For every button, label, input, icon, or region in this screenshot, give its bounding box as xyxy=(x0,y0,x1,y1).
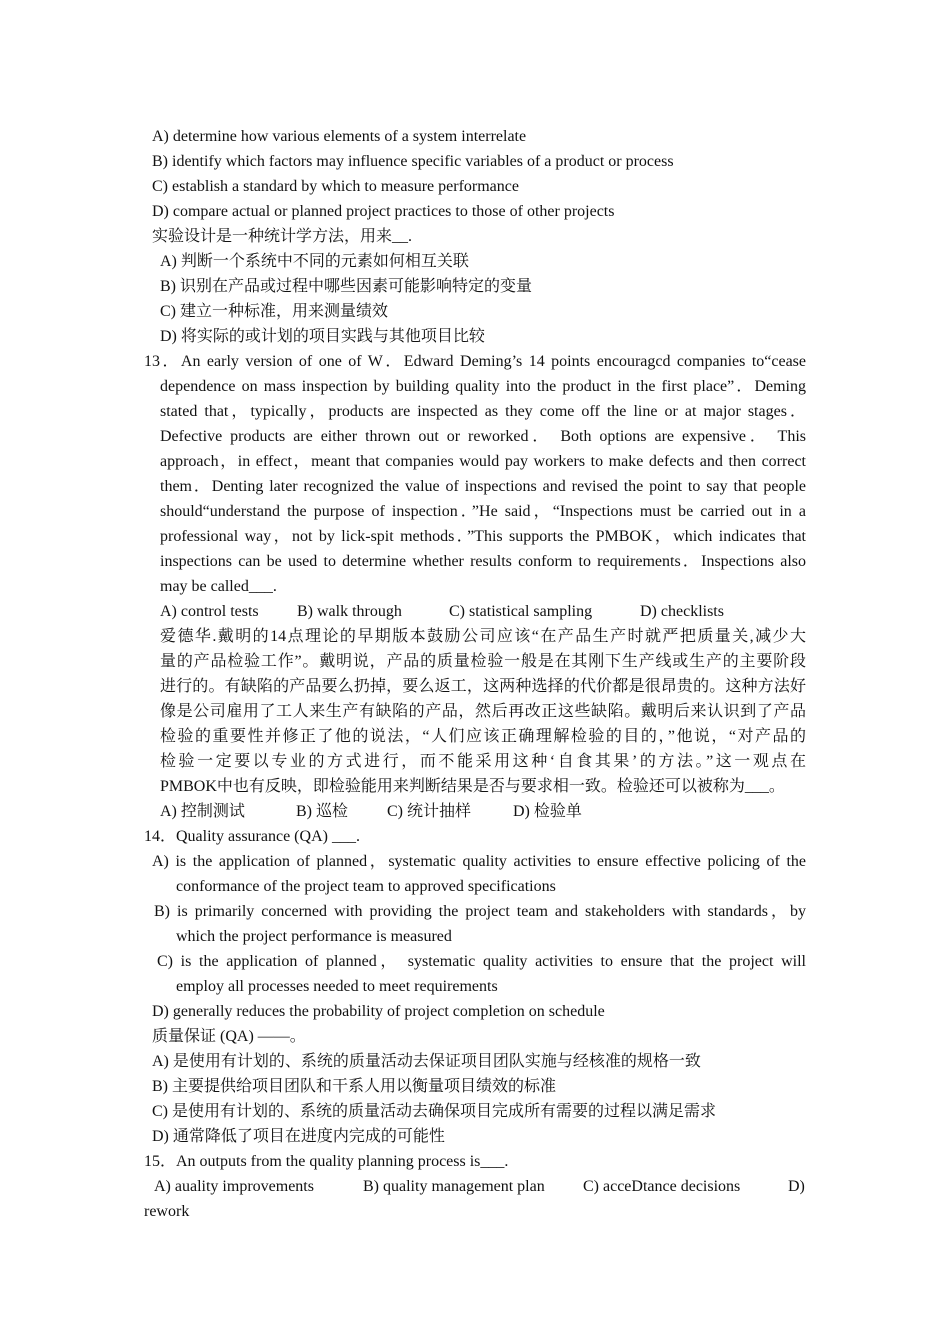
q12-option-c: C) establish a standard by which to measure performance xyxy=(152,178,519,195)
q13-stem-line: them．Denting later recognized the value of inspections and revised the point to say that people xyxy=(160,478,806,495)
q13-option-a-zh: A) 控制测试 xyxy=(160,803,245,820)
q12-option-b-zh: B) 识别在产品或过程中哪些因素可能影响特定的变量 xyxy=(160,278,533,295)
q13-option-b: B) walk through xyxy=(297,603,402,620)
q13-stem-line: dependence on mass inspection by building quality into the product in the first place”．Deming xyxy=(160,378,806,395)
q14-option-c-zh: C) 是使用有计划的、系统的质量活动去确保项目完成所有需要的过程以满足需求 xyxy=(152,1103,717,1120)
q13-stem-line: Defective products are either thrown out or reworked． Both options are expensive． This xyxy=(160,428,806,445)
q13-stem-line: stated that，typically，products are inspected as they come off the line or at major stages． xyxy=(160,403,806,420)
q12-option-c-zh: C) 建立一种标准，用来测量绩效 xyxy=(160,303,389,320)
q14-option-b: B) is primarily concerned with providing the project team and stakeholders with standards，by xyxy=(154,903,806,920)
q14-stem-zh: 质量保证 (QA) ——。 xyxy=(152,1028,306,1045)
q13-stem-line: approach，in effect，meant that companies would pay workers to make defects and then correct xyxy=(160,453,806,470)
q14-option-a-cont: conformance of the project team to approved specifications xyxy=(176,878,556,895)
q15-option-a: A) auality improvements xyxy=(154,1178,314,1195)
q14-option-b-cont: which the project performance is measured xyxy=(176,928,452,945)
q13-stem-zh-line: 检验的重要性并修正了他的说法，“人们应该正确理解检验的目的，”他说，“对产品的 xyxy=(160,728,806,745)
q13-stem-zh-line: 量的产品检验工作”。戴明说，产品的质量检验一般是在其刚下生产线或生产的主要阶段 xyxy=(160,653,806,670)
q13-stem-line: inspections can be used to determine whether results conform to requirements．Inspections also xyxy=(160,553,806,570)
q12-option-b: B) identify which factors may influence specific variables of a product or process xyxy=(152,153,674,170)
q13-option-c: C) statistical sampling xyxy=(449,603,593,620)
q15-option-d-text: rework xyxy=(144,1203,190,1220)
q13-stem-zh-line: 像是公司雇用了工人来生产有缺陷的产品，然后再改正这些缺陷。戴明后来认识到了产品 xyxy=(160,703,806,720)
q13-stem-zh-line: 爱德华.戴明的14点理论的早期版本鼓励公司应该“在产品生产时就严把质量关,减少大 xyxy=(160,628,806,645)
q14-stem: 14．Quality assurance (QA) ___. xyxy=(144,828,360,845)
q14-option-a: A) is the application of planned，systematic quality activities to ensure effective policing of the xyxy=(152,853,806,870)
q14-option-d: D) generally reduces the probability of project completion on schedule xyxy=(152,1003,605,1020)
q13-stem-line: 13．An early version of one of W．Edward Deming’s 14 points encouragcd companies to“cease xyxy=(144,353,806,370)
q13-stem-line: professional way，not by lick-spit methods．”This supports the PMBOK，which indicates that xyxy=(160,528,806,545)
q15-stem: 15．An outputs from the quality planning process is___. xyxy=(144,1153,509,1170)
q14-option-b-zh: B) 主要提供给项目团队和干系人用以衡量项目绩效的标准 xyxy=(152,1078,557,1095)
q13-stem-line: may be called___. xyxy=(160,578,277,595)
q15-option-b: B) quality management plan xyxy=(363,1178,545,1195)
q12-option-a: A) determine how various elements of a system interrelate xyxy=(152,128,527,145)
q13-option-a: A) control tests xyxy=(160,603,259,620)
q15-option-c: C) acceDtance decisions xyxy=(583,1178,741,1195)
q13-stem-zh-line: 进行的。有缺陷的产品要么扔掉，要么返工，这两种选择的代价都是很昂贵的。这种方法好 xyxy=(160,678,806,695)
q13-option-c-zh: C) 统计抽样 xyxy=(387,803,472,820)
q14-option-c-cont: employ all processes needed to meet requirements xyxy=(176,978,498,995)
q14-option-d-zh: D) 通常降低了项目在进度内完成的可能性 xyxy=(152,1128,445,1145)
q12-option-a-zh: A) 判断一个系统中不同的元素如何相互关联 xyxy=(160,253,469,270)
q13-option-d: D) checklists xyxy=(640,603,724,620)
q12-stem-zh: 实验设计是一种统计学方法，用来__. xyxy=(152,228,413,245)
q14-option-a-zh: A) 是使用有计划的、系统的质量活动去保证项目团队实施与经核准的规格一致 xyxy=(152,1053,701,1070)
q13-option-d-zh: D) 检验单 xyxy=(513,803,582,820)
q14-option-c: C) is the application of planned， systematic quality activities to ensure that the project will xyxy=(157,953,806,970)
q13-stem-zh-line: PMBOK中也有反映，即检验能用来判断结果是否与要求相一致。检验还可以被称为___。 xyxy=(160,778,785,795)
q12-option-d: D) compare actual or planned project practices to those of other projects xyxy=(152,203,615,220)
q15-option-d: D) xyxy=(788,1178,805,1195)
q13-stem-zh-line: 检验一定要以专业的方式进行，而不能采用这种‘自食其果’的方法。”这一观点在 xyxy=(160,753,806,770)
q12-option-d-zh: D) 将实际的或计划的项目实践与其他项目比较 xyxy=(160,328,485,345)
q13-stem-line: should“understand the purpose of inspection．”He said，“Inspections must be carried out in a xyxy=(160,503,806,520)
q13-option-b-zh: B) 巡检 xyxy=(296,803,349,820)
